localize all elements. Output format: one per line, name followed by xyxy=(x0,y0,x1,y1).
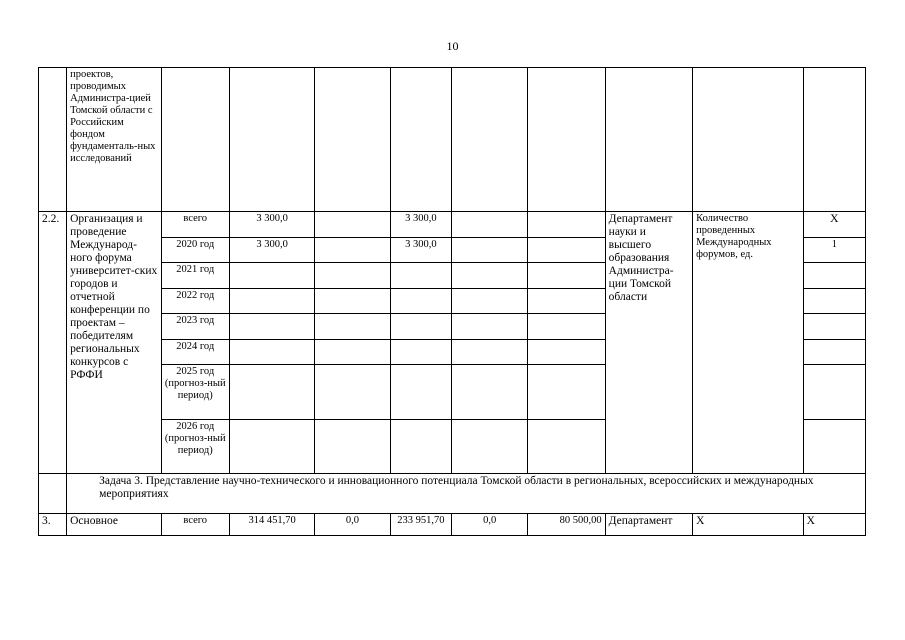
period-cell: 2024 год xyxy=(161,340,229,365)
executor-cell: Департамент науки и высшего образования Администра-ции Томской области xyxy=(605,212,692,474)
indicator-cell: Количество проведенных Международных форумов, ед. xyxy=(693,212,804,474)
indicator-value-cell: 1 xyxy=(803,238,865,263)
total-cell: 3 300,0 xyxy=(229,238,314,263)
indicator-cell: Х xyxy=(693,514,804,536)
program-table xyxy=(38,67,866,536)
page-number: 10 xyxy=(446,39,459,53)
regional-cell: 3 300,0 xyxy=(390,212,451,238)
activity-name-cell: Организация и проведение Международ-ного форума университет-ских городов и отчетной конференции по проектам – победителям региональных конкурсов с РФФИ xyxy=(67,212,161,474)
table-row xyxy=(39,474,866,514)
federal-cell xyxy=(315,212,390,238)
table-row xyxy=(39,68,866,212)
federal-cell: 0,0 xyxy=(315,514,390,536)
task-title: Задача 3. Представление научно-технического и инновационного потенциала Томской области в региональных, всероссийских и международных мероприятиях xyxy=(67,474,866,514)
period-cell: 2020 год xyxy=(161,238,229,263)
row-number: 3. xyxy=(39,514,67,536)
extra-cell xyxy=(528,212,605,238)
period-cell: 2026 год (прогноз-ный период) xyxy=(161,420,229,474)
local-cell: 0,0 xyxy=(451,514,527,536)
period-cell: 2021 год xyxy=(161,263,229,289)
period-cell: всего xyxy=(161,212,229,238)
table-row xyxy=(39,514,866,536)
period-cell: 2022 год xyxy=(161,289,229,314)
table-row xyxy=(39,212,866,238)
period-cell: 2025 год (прогноз-ный период) xyxy=(161,365,229,420)
regional-cell: 233 951,70 xyxy=(390,514,451,536)
executor-cell: Департамент xyxy=(605,514,692,536)
indicator-value-cell: Х xyxy=(803,514,865,536)
local-cell xyxy=(451,212,527,238)
total-cell: 3 300,0 xyxy=(229,212,314,238)
total-cell: 314 451,70 xyxy=(229,514,314,536)
period-cell: 2023 год xyxy=(161,314,229,340)
activity-name-cell: проектов, проводимых Администра-цией Томской области с Российским фондом фундаменталь-ных исследований xyxy=(67,68,161,212)
activity-name-cell: Основное xyxy=(67,514,161,536)
indicator-value-cell: Х xyxy=(803,212,865,238)
row-number: 2.2. xyxy=(39,212,67,474)
regional-cell: 3 300,0 xyxy=(390,238,451,263)
period-cell: всего xyxy=(161,514,229,536)
extra-cell: 80 500,00 xyxy=(528,514,605,536)
